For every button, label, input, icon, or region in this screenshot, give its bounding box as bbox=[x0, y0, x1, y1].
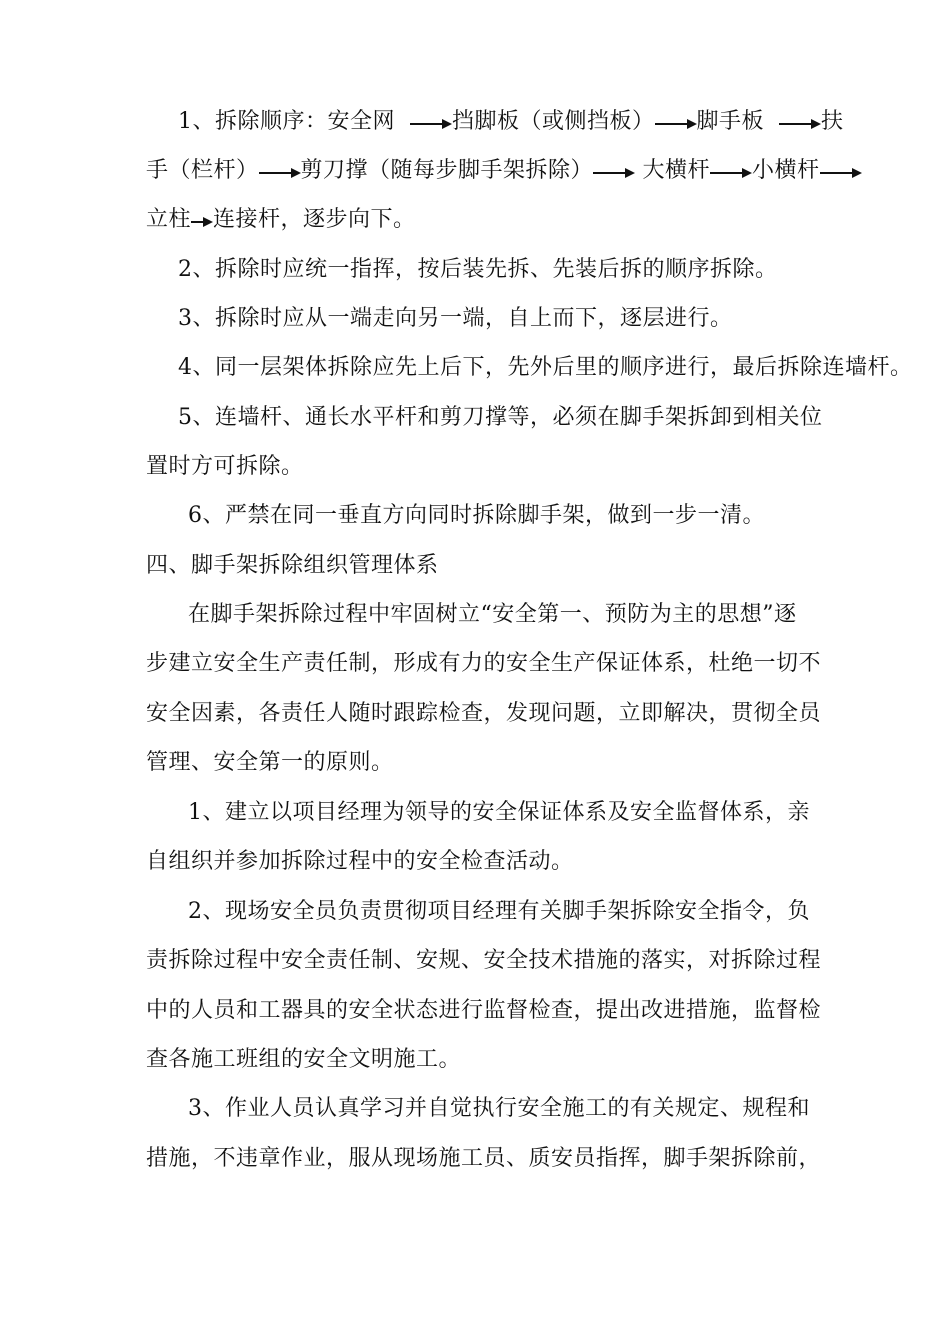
intro-line-3: 安全因素，各责任人随时跟踪检查，发现问题，立即解决，贯彻全员 bbox=[146, 701, 822, 726]
procedure-step-4: 扶 bbox=[821, 109, 844, 134]
arrow-icon bbox=[410, 106, 452, 138]
mgmt-2-line-1: 2、现场安全员负责贯彻项目经理有关脚手架拆除安全指令，负 bbox=[188, 899, 810, 924]
item-3: 3、拆除时应从一端走向另一端，自上而下，逐层进行。 bbox=[178, 306, 733, 331]
mgmt-2-line-4: 查各施工班组的安全文明施工。 bbox=[146, 1047, 462, 1072]
procedure-line-1 bbox=[178, 106, 844, 138]
arrow-icon bbox=[710, 155, 752, 187]
procedure-step-10: 连接杆，逐步向下。 bbox=[213, 207, 416, 232]
arrow-icon bbox=[655, 106, 697, 138]
intro-line-2: 步建立安全生产责任制，形成有力的安全生产保证体系，杜绝一切不 bbox=[146, 651, 822, 676]
arrow-icon bbox=[259, 155, 301, 187]
intro-line-4: 管理、安全第一的原则。 bbox=[146, 750, 394, 775]
mgmt-2-line-2: 责拆除过程中安全责任制、安规、安全技术措施的落实，对拆除过程 bbox=[146, 948, 822, 973]
procedure-step-3: 脚手板 bbox=[696, 109, 765, 134]
mgmt-3-line-1: 3、作业人员认真学习并自觉执行安全施工的有关规定、规程和 bbox=[188, 1096, 810, 1121]
arrow-icon bbox=[779, 106, 821, 138]
item-5-line-2: 置时方可拆除。 bbox=[146, 454, 304, 479]
procedure-prefix: 1、拆除顺序： bbox=[178, 109, 328, 134]
section-heading: 四、脚手架拆除组织管理体系 bbox=[146, 553, 439, 578]
procedure-step-7: 大横杆 bbox=[642, 158, 711, 183]
procedure-step-6: 剪刀撑（随每步脚手架拆除） bbox=[300, 158, 594, 183]
arrow-icon bbox=[191, 204, 213, 236]
arrow-icon bbox=[820, 155, 862, 187]
mgmt-1-line-2: 自组织并参加拆除过程中的安全检查活动。 bbox=[146, 849, 574, 874]
mgmt-2-line-3: 中的人员和工器具的安全状态进行监督检查，提出改进措施，监督检 bbox=[146, 998, 822, 1023]
mgmt-3-line-2: 措施，不违章作业，服从现场施工员、质安员指挥，脚手架拆除前， bbox=[146, 1146, 822, 1171]
item-2: 2、拆除时应统一指挥，按后装先拆、先装后拆的顺序拆除。 bbox=[178, 257, 778, 282]
procedure-step-9: 立柱 bbox=[146, 207, 192, 232]
item-4: 4、同一层架体拆除应先上后下，先外后里的顺序进行，最后拆除连墙杆。 bbox=[178, 355, 913, 380]
intro-line-1: 在脚手架拆除过程中牢固树立“安全第一、预防为主的思想”逐 bbox=[188, 602, 797, 627]
mgmt-1-line-1: 1、建立以项目经理为领导的安全保证体系及安全监督体系，亲 bbox=[188, 800, 810, 825]
item-5-line-1: 5、连墙杆、通长水平杆和剪刀撑等，必须在脚手架拆卸到相关位 bbox=[178, 405, 823, 430]
procedure-step-8: 小横杆 bbox=[752, 158, 820, 183]
arrow-icon bbox=[593, 155, 635, 187]
procedure-step-1: 安全网 bbox=[327, 109, 396, 134]
procedure-line-2 bbox=[146, 155, 862, 187]
procedure-step-2: 挡脚板（或侧挡板） bbox=[452, 109, 655, 134]
procedure-line-3 bbox=[146, 204, 416, 236]
procedure-step-5: 手（栏杆） bbox=[146, 158, 259, 183]
item-6: 6、严禁在同一垂直方向同时拆除脚手架，做到一步一清。 bbox=[188, 503, 765, 528]
